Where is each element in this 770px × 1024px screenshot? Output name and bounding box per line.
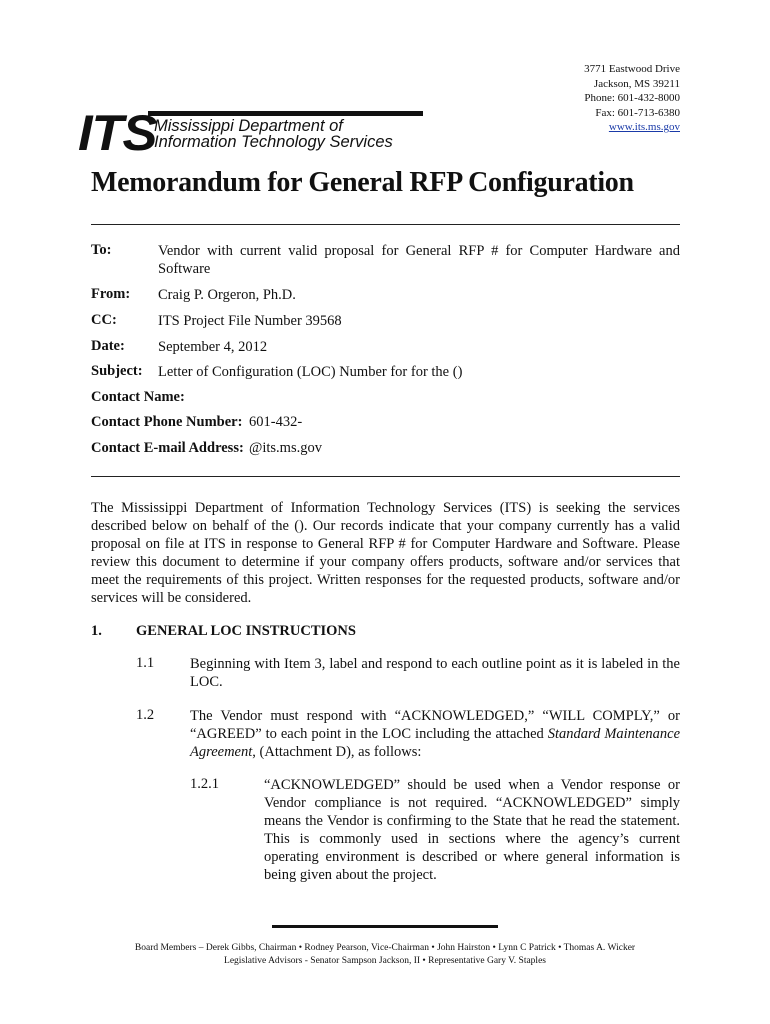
divider-bottom [91, 476, 680, 477]
intro-paragraph: The Mississippi Department of Information Technology Services (ITS) is seeking the services described below on behalf of the (). Our records indicate that your company currently has a valid proposal on file at ITS in response to General RFP # for Computer Hardware and Software. Please review this document to determine if your company offers products, software and/or services that meet the requirements of this project. Written responses for the requested products, software and/or services will be considered. [91, 500, 680, 606]
subject-label: Subject: [91, 363, 143, 379]
logo-bar [148, 111, 423, 116]
contact-email-label: Contact E-mail Address: [91, 440, 244, 456]
contact-name-label: Contact Name: [91, 389, 185, 405]
contact-phone-value: 601-432- [249, 414, 303, 430]
subject-value: Letter of Configuration (LOC) Number for for the () [158, 364, 463, 380]
address-street: 3771 Eastwood Drive [584, 63, 680, 75]
contact-phone-label: Contact Phone Number: [91, 414, 243, 430]
item-1-2-1-number: 1.2.1 [190, 776, 219, 792]
address-city: Jackson, MS 39211 [593, 77, 680, 90]
section-title: GENERAL LOC INSTRUCTIONS [136, 623, 356, 639]
cc-value: ITS Project File Number 39568 [158, 313, 342, 329]
item-1-2-1-text: “ACKNOWLEDGED” should be used when a Vendor response or Vendor compliance is not required. “ACKNOWLEDGED” simply means the Vendor is confirming to the State that he read the statement. This is commonly used in sections where the agency’s current operating environment is described or where general information is being given about the project. [264, 777, 680, 883]
item-1-2-text-before: The Vendor must respond with “ACKNOWLEDGED,” “WILL COMPLY,” or “AGREED” to each point in the LOC including the attached [190, 708, 680, 742]
page-title: Memorandum for General RFP Configuration [91, 167, 634, 198]
its-logo: ITS [78, 105, 157, 161]
item-1-2-number: 1.2 [136, 707, 155, 723]
item-1-2-text [190, 707, 680, 761]
cc-label: CC: [91, 312, 117, 328]
divider-top [91, 224, 680, 225]
to-label: To: [91, 242, 112, 258]
website-link[interactable]: www.its.ms.gov [608, 121, 680, 133]
agency-name [154, 118, 393, 150]
footer-legislative-advisors: Legislative Advisors - Senator Sampson Jackson, II • Representative Gary V. Staples [224, 956, 546, 966]
address-fax: Fax: 601-713-6380 [595, 106, 680, 119]
contact-email-value: @its.ms.gov [249, 440, 322, 456]
address-phone: Phone: 601-432-8000 [584, 92, 680, 104]
item-1-2-text-italic: Standard Maintenance Agreement [190, 726, 681, 760]
item-1-2-text-after: , (Attachment D), as follows: [252, 744, 422, 760]
agency-name-line1: Mississippi Department of [154, 117, 343, 135]
item-1-1-text: Beginning with Item 3, label and respond to each outline point as it is labeled in the LOC. [190, 656, 680, 690]
section-number: 1. [91, 623, 102, 639]
from-value: Craig P. Orgeron, Ph.D. [158, 287, 296, 303]
date-label: Date: [91, 338, 125, 354]
item-1-1-number: 1.1 [136, 655, 155, 671]
date-value: September 4, 2012 [158, 339, 268, 355]
address-block [584, 62, 680, 135]
agency-name-line2: Information Technology Services [154, 133, 393, 151]
footer-board-members: Board Members – Derek Gibbs, Chairman • Rodney Pearson, Vice-Chairman • John Hairston • Lynn C Patrick • Thomas A. Wicker [134, 943, 636, 953]
footer-bar [272, 925, 498, 928]
from-label: From: [91, 286, 131, 302]
to-value: Vendor with current valid proposal for General RFP # for Computer Hardware and Software [158, 243, 680, 277]
